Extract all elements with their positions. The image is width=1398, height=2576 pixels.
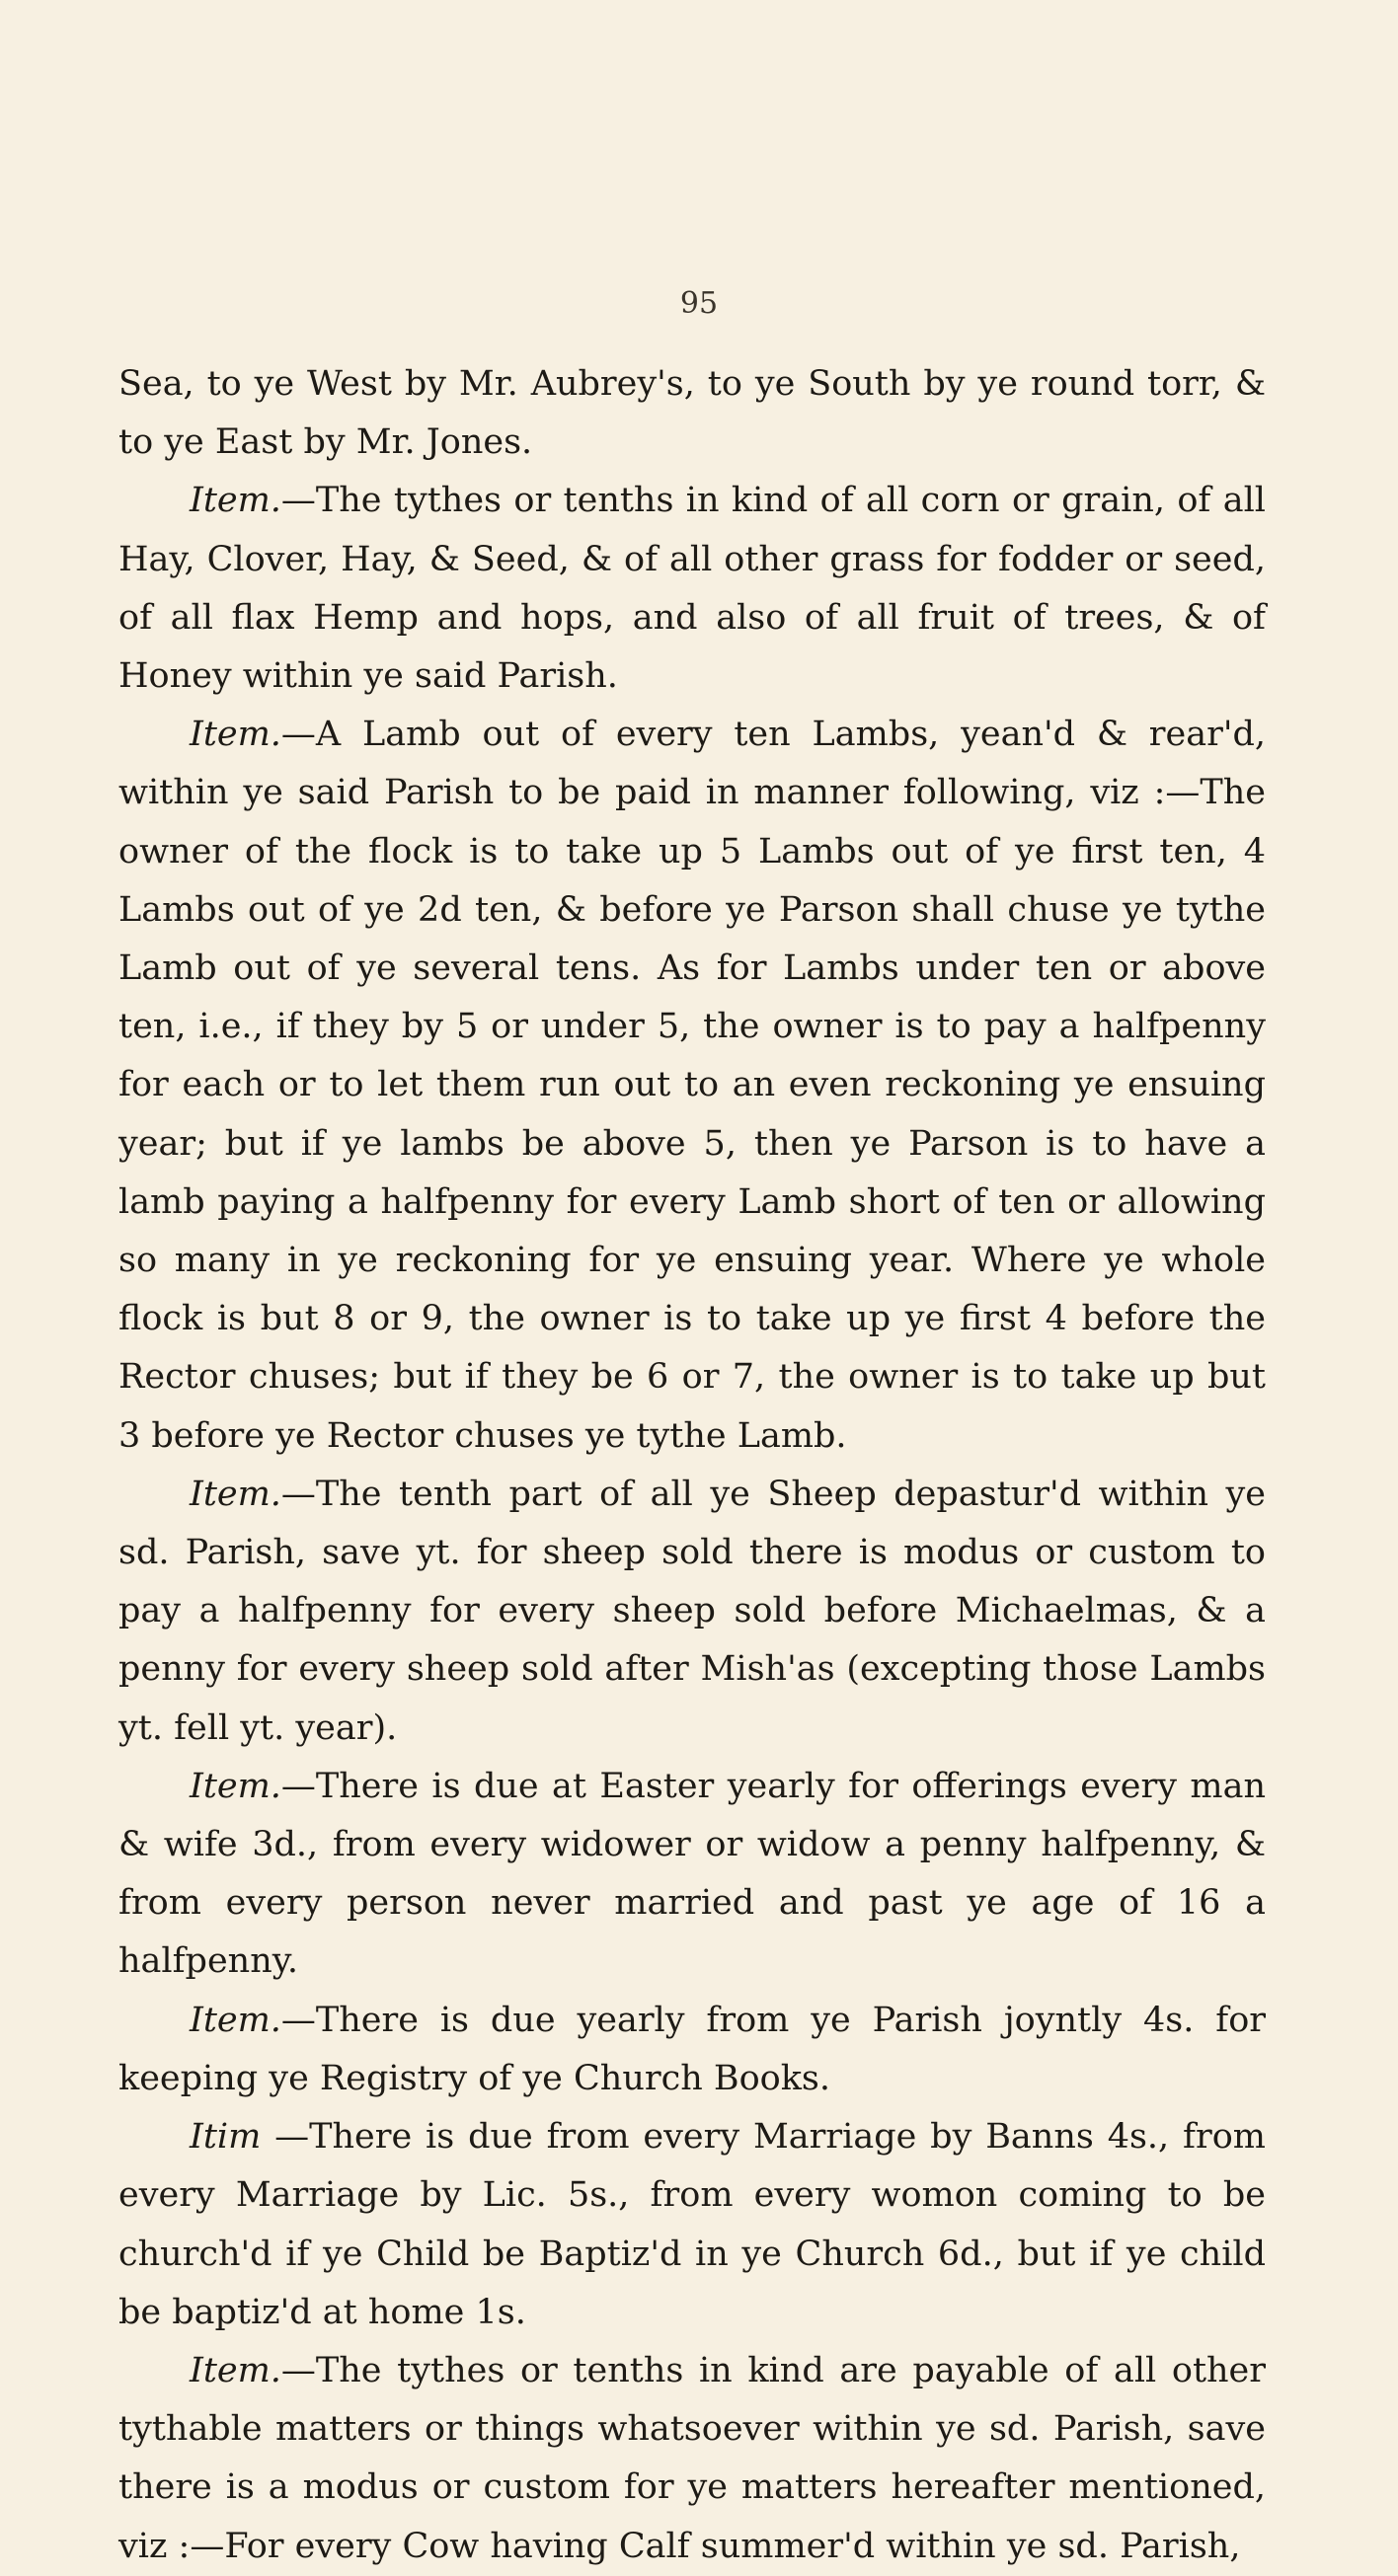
item-paragraph [118,706,1266,1466]
item-label: Item. [190,481,281,521]
paragraph-text: Sea, to ye West by Mr. Aubrey's, to ye South by ye round torr, & to ye East by Mr. Jones. [118,364,1266,463]
item-label: Item. [190,1766,281,1806]
item-paragraph [118,2108,1266,2342]
paragraph-text: —There is due yearly from ye Parish joyntly 4s. for keeping ye Registry of ye Church Books. [118,2000,1266,2098]
paragraph-text: —A Lamb out of every ten Lambs, yean'd & rear'd, within ye said Parish to be paid in manner following, viz :—The owner of the flock is to take up 5 Lambs out of ye first ten, 4 Lambs out of ye 2d ten, & before ye Parson shall chuse ye tythe Lamb out of ye several tens. As for Lambs under ten or above ten, i.e., if they by 5 or under 5, the owner is to pay a halfpenny for each or to let them run out to an even reckoning ye ensuing year; but if ye lambs be above 5, then ye Parson is to have a lamb paying a halfpenny for every Lamb short of ten or allowing so many in ye reckoning for ye ensuing year. Where ye whole flock is but 8 or 9, the owner is to take up ye first 4 before the Rector chuses; but if they be 6 or 7, the owner is to take up but 3 before ye Rector chuses ye tythe Lamb. [118,715,1266,1456]
item-label: Item. [190,1474,281,1514]
paragraph-text: —The tenth part of all ye Sheep depastur'd within ye sd. Parish, save yt. for sheep sold there is modus or custom to pay a halfpenny for every sheep sold before Michaelmas, & a penny for every sheep sold after Mish'as (excepting those Lambs yt. fell yt. year). [118,1474,1266,1748]
item-label: Item. [190,715,281,755]
paragraph-continuation [118,355,1266,472]
paragraph-text: —The tythes or tenths in kind of all corn or grain, of all Hay, Clover, Hay, & Seed, & of all other grass for fodder or seed, of all flax Hemp and hops, and also of all fruit of trees, & of Honey within ye said Parish. [118,481,1266,697]
item-paragraph [118,1758,1266,1992]
item-label: Itim [190,2117,262,2158]
item-paragraph [118,2342,1266,2576]
item-paragraph [118,1466,1266,1758]
page-body [118,355,1266,2576]
item-label: Item. [190,2350,281,2390]
item-paragraph [118,472,1266,706]
paragraph-text: —The tythes or tenths in kind are payable of all other tythable matters or things whatsoever within ye sd. Parish, save there is a modus or custom for ye matters hereafter mentioned, viz :—For every Cow having Calf summer'd within ye sd. Parish, [118,2350,1266,2566]
paragraph-text: —There is due from every Marriage by Banns 4s., from every Marriage by Lic. 5s., from every womon coming to be church'd if ye Child be Baptiz'd in ye Church 6d., but if ye child be baptiz'd at home 1s. [118,2117,1266,2332]
paragraph-text: —There is due at Easter yearly for offerings every man & wife 3d., from every widower or widow a penny halfpenny, & from every person never married and past ye age of 16 a halfpenny. [118,1766,1266,1982]
item-label: Item. [190,2000,281,2040]
item-paragraph [118,1992,1266,2108]
page-number: 95 [679,286,719,321]
